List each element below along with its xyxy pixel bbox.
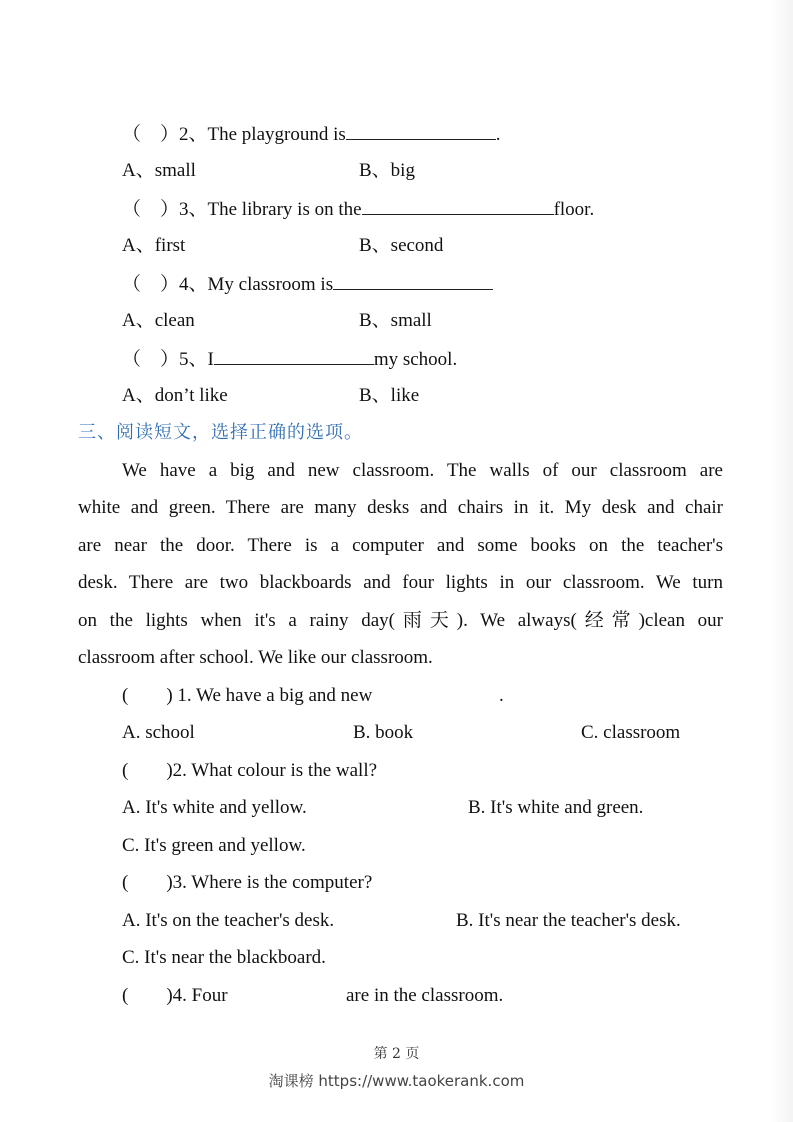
question-end-mark: . bbox=[499, 685, 504, 706]
reading-question-3: ( )3. Where is the computer? bbox=[122, 872, 373, 893]
passage-line: We have a big and new classroom. The walls of our classroom are bbox=[122, 460, 723, 481]
question-2: （ ）2、The playground is . bbox=[122, 121, 501, 147]
question-3: （ ）3、The library is on the floor. bbox=[122, 196, 594, 222]
passage-line: on the lights when it's a rainy day(雨天). We always(经常)clean our bbox=[78, 610, 723, 631]
answer-blank bbox=[346, 121, 496, 140]
passage-line: classroom after school. We like our classroom. bbox=[78, 647, 433, 668]
option-a: A、don’t like bbox=[122, 385, 228, 406]
passage-line: are near the door. There is a computer and some books on the teacher's bbox=[78, 535, 723, 556]
option-b: B. book bbox=[353, 722, 414, 743]
question-4-end: are in the classroom. bbox=[346, 985, 504, 1006]
section-heading: 三、阅读短文，选择正确的选项。 bbox=[78, 422, 363, 443]
answer-blank bbox=[333, 271, 493, 290]
option-a: A、small bbox=[122, 160, 196, 181]
option-c: C. It's green and yellow. bbox=[122, 835, 306, 856]
option-c: C. classroom bbox=[581, 722, 681, 743]
reading-question-1: ( ) 1. We have a big and new bbox=[122, 685, 373, 706]
option-a: A、first bbox=[122, 235, 186, 256]
passage-line: desk. There are two blackboards and four lights in our classroom. We turn bbox=[78, 572, 723, 593]
option-a: A. school bbox=[122, 722, 195, 743]
option-a: A. It's on the teacher's desk. bbox=[122, 910, 335, 931]
page-number: 第 2 页 bbox=[373, 1046, 420, 1062]
option-a: A、clean bbox=[122, 310, 195, 331]
option-b: B、like bbox=[359, 385, 420, 406]
option-a: A. It's white and yellow. bbox=[122, 797, 307, 818]
option-b: B. It's near the teacher's desk. bbox=[456, 910, 681, 931]
passage-line: white and green. There are many desks and chairs in it. My desk and chair bbox=[78, 497, 723, 518]
option-b: B、small bbox=[359, 310, 432, 331]
question-4: （ ）4、My classroom is bbox=[122, 271, 493, 297]
option-b: B、big bbox=[359, 160, 415, 181]
page-edge-shadow bbox=[769, 0, 793, 1122]
reading-question-4: ( )4. Four bbox=[122, 985, 228, 1006]
option-b: B. It's white and green. bbox=[468, 797, 644, 818]
reading-question-2: ( )2. What colour is the wall? bbox=[122, 760, 378, 781]
option-b: B、second bbox=[359, 235, 444, 256]
site-watermark: 淘课榜 https://www.taokerank.com bbox=[268, 1072, 525, 1090]
option-c: C. It's near the blackboard. bbox=[122, 947, 326, 968]
question-5: （ ）5、I my school. bbox=[122, 346, 457, 372]
answer-blank bbox=[214, 346, 374, 365]
answer-blank bbox=[362, 196, 554, 215]
